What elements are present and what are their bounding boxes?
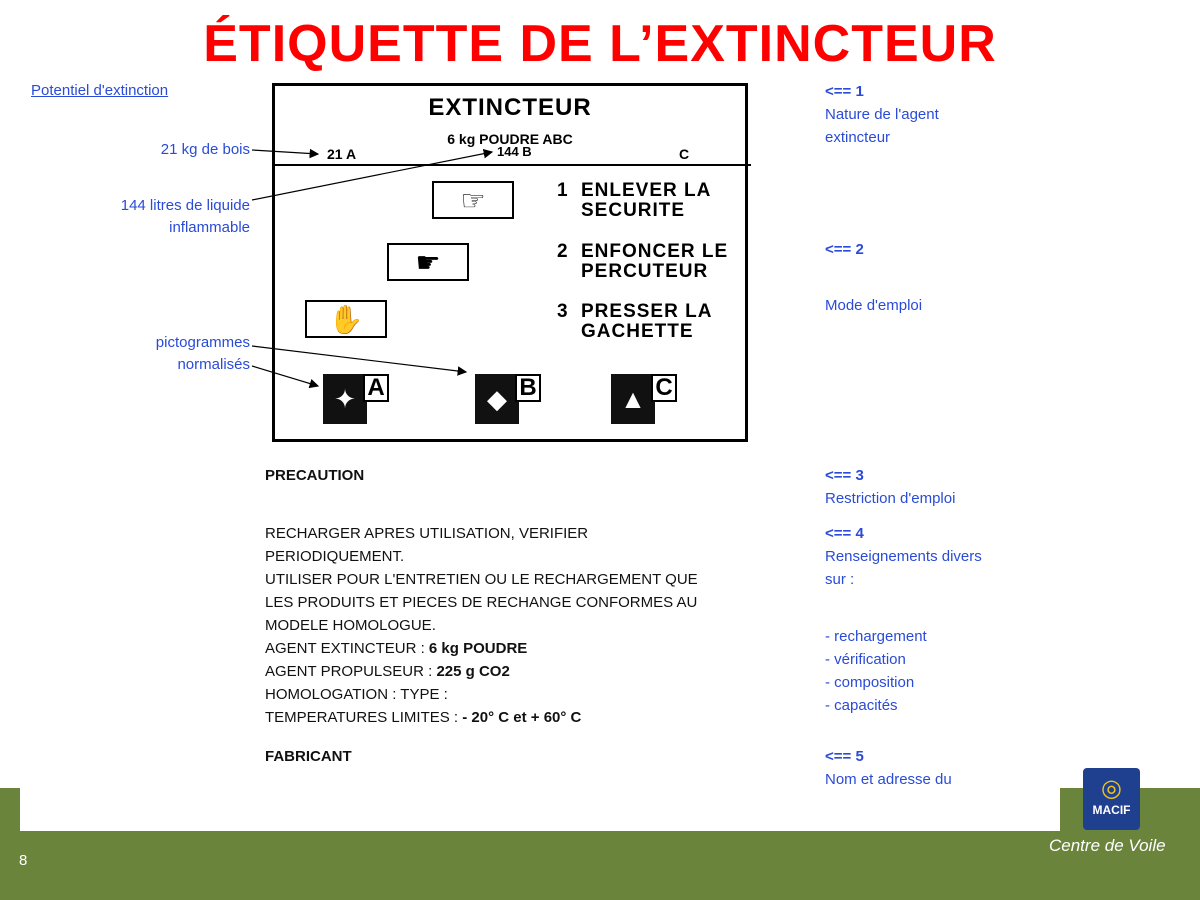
right-annotation-5-arrow: <== 5 xyxy=(825,748,864,765)
fire-class-b-letter: B xyxy=(515,374,541,402)
precaution-line: RECHARGER APRES UTILISATION, VERIFIER xyxy=(265,525,589,542)
arrow-picto-a xyxy=(252,366,318,386)
right-annotation-4-arrow: <== 4 xyxy=(825,525,864,542)
macif-logo-text: MACIF xyxy=(1092,803,1131,817)
agent-extincteur xyxy=(265,637,698,660)
footer-white-strip xyxy=(20,788,1060,831)
precaution-text xyxy=(265,522,698,729)
right-annotation-2-arrow: <== 2 xyxy=(825,241,864,258)
arrow-picto-b xyxy=(252,346,466,372)
gas-fire-icon: ▲ xyxy=(611,374,655,424)
fire-class-c-letter: C xyxy=(651,374,677,402)
label-title: EXTINCTEUR xyxy=(428,94,592,121)
temperatures-limites xyxy=(265,706,698,729)
right-annotation-4 xyxy=(825,522,982,591)
page-title: ÉTIQUETTE DE L’EXTINCTEUR xyxy=(203,15,997,73)
step-3-line2: GACHETTE xyxy=(581,321,694,342)
precaution-line: PERIODIQUEMENT. xyxy=(265,548,405,565)
fire-class-a-letter: A xyxy=(363,374,389,402)
agent-propulseur-label: AGENT PROPULSEUR : xyxy=(265,663,437,680)
step-1-line1: ENLEVER LA xyxy=(581,180,712,201)
annotation-bois-text: 21 kg de bois xyxy=(160,141,250,158)
precaution-heading: PRECAUTION xyxy=(265,467,365,484)
step-2-line1: ENFONCER LE xyxy=(581,241,729,262)
liquid-fire-icon: ◆ xyxy=(475,374,519,424)
step-1-number: 1 xyxy=(557,180,569,201)
step-2-line2: PERCUTEUR xyxy=(581,261,709,282)
right-annotation-5-line1: Nom et adresse du xyxy=(825,771,952,788)
macif-logo xyxy=(1083,768,1140,830)
precaution-line: MODELE HOMOLOGUE. xyxy=(265,617,436,634)
right-annotation-2-text: Mode d'emploi xyxy=(825,297,923,314)
precaution-line: UTILISER POUR L'ENTRETIEN OU LE RECHARGEMENT QUE xyxy=(265,571,698,588)
precaution-line: LES PRODUITS ET PIECES DE RECHANGE CONFORMES AU xyxy=(265,594,698,611)
agent-propulseur-value: 225 g CO2 xyxy=(436,663,510,680)
arrow-liquide xyxy=(252,152,492,200)
page-number: 8 xyxy=(19,852,28,869)
step-3-number: 3 xyxy=(557,301,569,322)
temperatures-value: - 20° C et + 60° C xyxy=(462,709,582,726)
press-striker-icon: ☛ xyxy=(387,243,469,281)
annotation-liquide-line1: 144 litres de liquide xyxy=(120,197,250,214)
right-annotation-3 xyxy=(825,464,955,510)
centre-de-voile-tagline: Centre de Voile xyxy=(1049,836,1166,855)
list-item: - capacités xyxy=(825,697,898,714)
homologation: HOMOLOGATION : TYPE : xyxy=(265,686,448,703)
label-subtitle: 6 kg POUDRE ABC xyxy=(447,131,573,147)
step-3-line1: PRESSER LA xyxy=(581,301,713,322)
right-annotation-1-line1: Nature de l'agent xyxy=(825,106,939,123)
class-a-rating: 21 A xyxy=(327,146,357,162)
right-annotation-1 xyxy=(825,80,939,149)
step-1-line2: SECURITE xyxy=(581,200,686,221)
squeeze-trigger-icon: ✋ xyxy=(305,300,387,338)
agent-extincteur-value: 6 kg POUDRE xyxy=(428,640,528,657)
class-c-rating: C xyxy=(679,146,690,162)
right-annotation-1-arrow: <== 1 xyxy=(825,83,864,100)
annotation-picto-line1: pictogrammes xyxy=(155,334,250,351)
class-b-rating: 144 B xyxy=(497,144,532,159)
right-annotation-4-list xyxy=(825,625,927,717)
right-annotation-4-line2: sur : xyxy=(825,571,855,588)
arrow-bois xyxy=(252,150,318,154)
right-annotation-3-text: Restriction d'emploi xyxy=(825,490,956,507)
agent-propulseur xyxy=(265,660,698,683)
right-annotation-4-line1: Renseignements divers xyxy=(825,548,982,565)
potentiel-extinction-link[interactable]: Potentiel d'extinction xyxy=(31,82,169,99)
temperatures-label: TEMPERATURES LIMITES : xyxy=(265,709,463,726)
list-item: - vérification xyxy=(825,651,906,668)
remove-safety-pin-icon: ☞ xyxy=(432,181,514,219)
macif-swirl-icon: ◎ xyxy=(1101,775,1122,802)
right-annotation-3-arrow: <== 3 xyxy=(825,467,864,484)
fabricant-heading: FABRICANT xyxy=(265,748,352,765)
annotation-picto-line2: normalisés xyxy=(177,356,250,373)
step-2-number: 2 xyxy=(557,241,569,262)
wood-fire-icon: ✦ xyxy=(323,374,367,424)
agent-extincteur-label: AGENT EXTINCTEUR : xyxy=(265,640,429,657)
list-item: - rechargement xyxy=(825,628,927,645)
right-annotation-1-line2: extincteur xyxy=(825,129,891,146)
list-item: - composition xyxy=(825,674,915,691)
annotation-liquide-line2: inflammable xyxy=(169,219,250,236)
